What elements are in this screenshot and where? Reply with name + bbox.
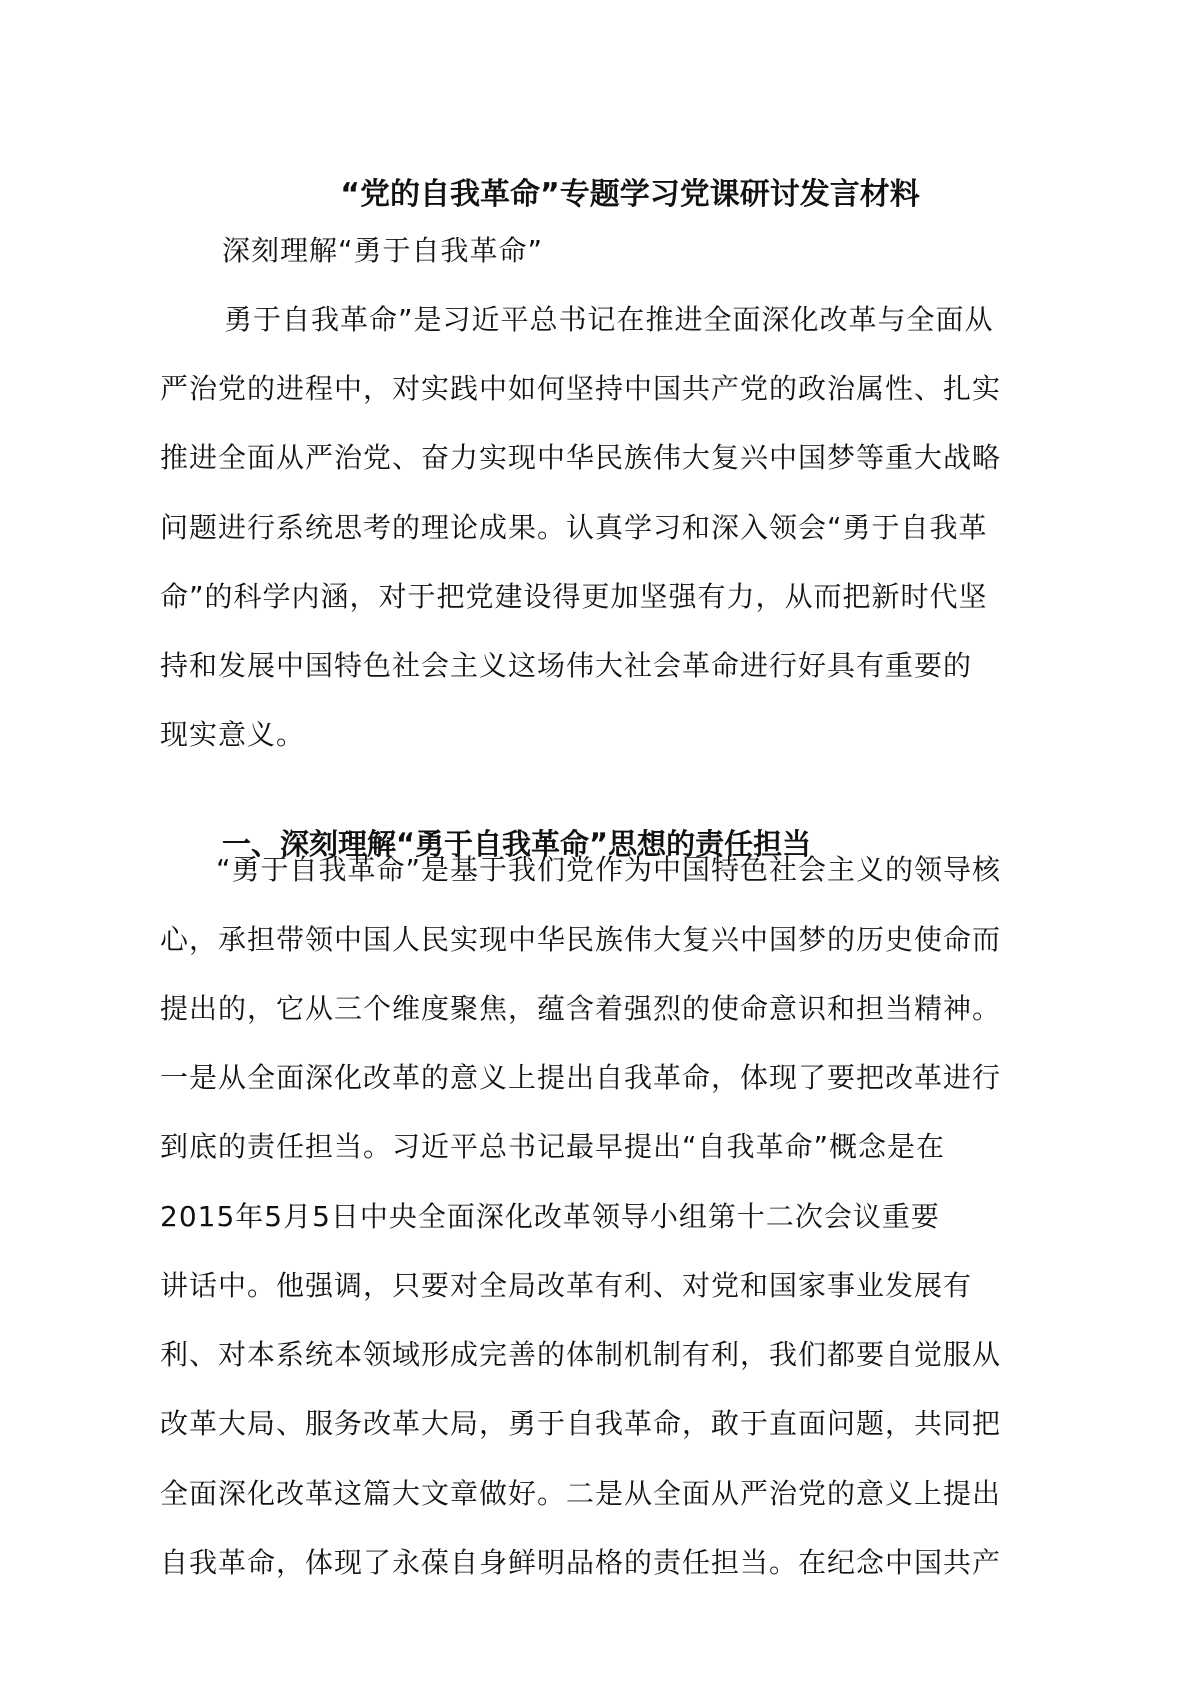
intro-line: 问题进行系统思考的理论成果。认真学习和深入领会“勇于自我革 [160,511,988,544]
section1-line: 自我革命，体现了永葆自身鲜明品格的责任担当。在纪念中国共产 [160,1546,1002,1579]
document-subtitle: 深刻理解“勇于自我革命” [222,234,544,267]
intro-line: 持和发展中国特色社会主义这场伟大社会革命进行好具有重要的 [160,649,973,682]
section1-line: 一是从全面深化改革的意义上提出自我革命，体现了要把改革进行 [160,1061,1002,1094]
section-heading: 一、深刻理解“勇于自我革命”思想的责任担当 [222,827,812,861]
section1-line: 全面深化改革这篇大文章做好。二是从全面从严治党的意义上提出 [160,1477,1002,1510]
section1-line: 到底的责任担当。习近平总书记最早提出“自我革命”概念是在 [160,1130,946,1163]
section1-line: “勇于自我革命”是基于我们党作为中国特色社会主义的领导核 [216,853,1002,886]
section1-line: 提出的，它从三个维度聚焦，蕴含着强烈的使命意识和担当精神。 [160,992,1002,1025]
section1-line: 利、对本系统本领域形成完善的体制机制有利，我们都要自觉服从 [160,1338,1002,1371]
section1-line: 2015年5月5日中央全面深化改革领导小组第十二次会议重要 [160,1200,940,1233]
section1-line: 心，承担带领中国人民实现中华民族伟大复兴中国梦的历史使命而 [160,923,1002,956]
intro-line: 严治党的进程中，对实践中如何坚持中国共产党的政治属性、扎实 [160,372,1002,405]
intro-line: 推进全面从严治党、奋力实现中华民族伟大复兴中国梦等重大战略 [160,441,1002,474]
section1-line: 改革大局、服务改革大局，勇于自我革命，敢于直面问题，共同把 [160,1407,1002,1440]
intro-line: 命”的科学内涵，对于把党建设得更加坚强有力，从而把新时代坚 [160,580,988,613]
intro-line: 现实意义。 [160,718,306,751]
section1-line: 讲话中。他强调，只要对全局改革有利、对党和国家事业发展有 [160,1269,973,1302]
intro-line: 勇于自我革命”是习近平总书记在推进全面深化改革与全面从 [224,303,994,336]
document-title: “党的自我革命”专题学习党课研讨发言材料 [340,177,920,212]
